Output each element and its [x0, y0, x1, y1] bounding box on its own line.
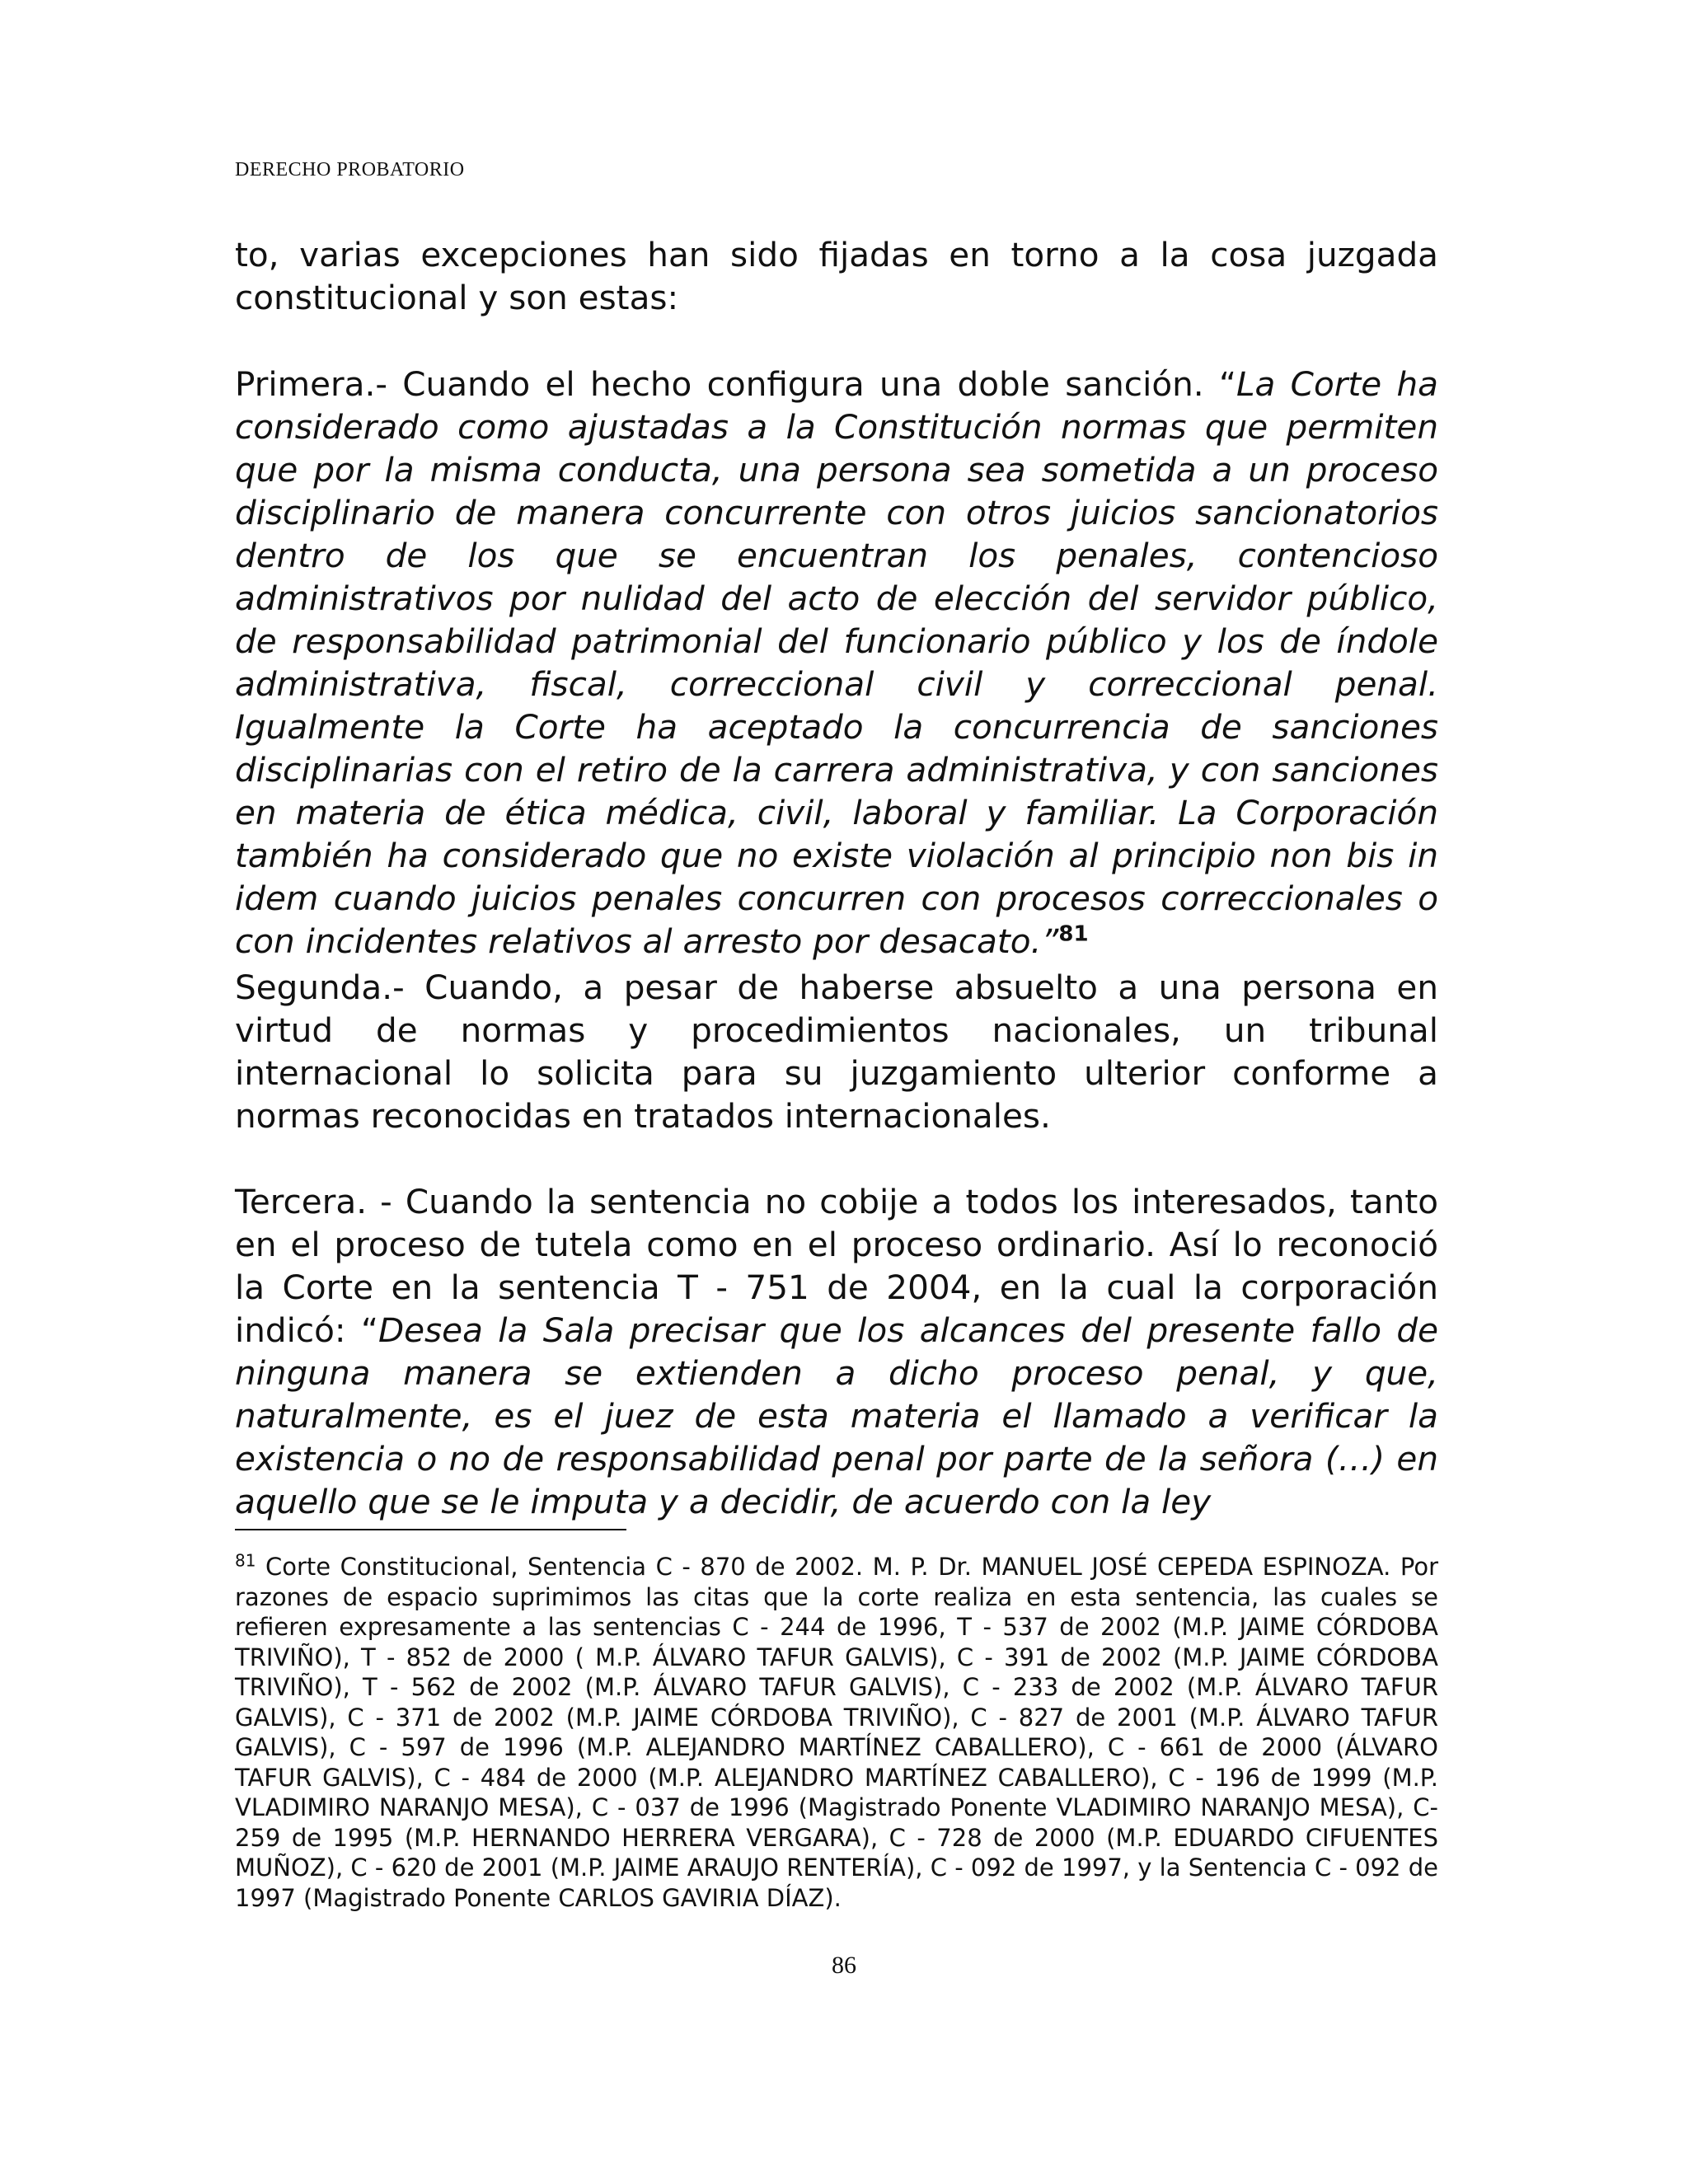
paragraph-primera-lead: Primera.- Cuando el hecho configura una doble sanción. “ — [235, 364, 1236, 404]
paragraph-segunda: Segunda.- Cuando, a pesar de haberse absuelto a una persona en virtud de normas y procedimientos nacionales, un tribunal internacional lo solicita para su juzgamiento ulterior conforme a normas reconocidas en tratados internacionales. — [235, 968, 1438, 1136]
paragraph-intro: to, varias excepciones han sido fijadas en torno a la cosa juzgada constitucional y son estas: — [235, 235, 1438, 317]
running-header: DERECHO PROBATORIO — [235, 159, 465, 180]
footnote-text: Corte Constitucional, Sentencia C - 870 de 2002. M. P. Dr. MANUEL JOSÉ CEPEDA ESPINOZA. Por razones de espacio suprimimos las citas que la corte realiza en esta sentencia, las cuales se refieren expresamente a las sentencias C - 244 de 1996, T - 537 de 2002 (M.P. JAIME CÓRDOBA TRIVIÑO), T - 852 de 2000 ( M.P. ÁLVARO TAFUR GALVIS), C - 391 de 2002 (M.P. JAIME CÓRDOBA TRIVIÑO), T - 562 de 2002 (M.P. ÁLVARO TAFUR GALVIS), C - 233 de 2002 (M.P. ÁLVARO TAFUR GALVIS), C - 371 de 2002 (M.P. JAIME CÓRDOBA TRIVIÑO), C - 827 de 2001 (M.P. ÁLVARO TAFUR GALVIS), C - 597 de 1996 (M.P. ALEJANDRO MARTÍNEZ CABALLERO), C - 661 de 2000 (ÁLVARO TAFUR GALVIS), C - 484 de 2000 (M.P. ALEJANDRO MARTÍNEZ CABALLERO), C - 196 de 1999 (M.P. VLADIMIRO NARANJO MESA), C - 037 de 1996 (Magistrado Ponente VLADIMIRO NARANJO MESA), C-259 de 1995 (M.P. HERNANDO HERRERA VERGARA), C - 728 de 2000 (M.P. EDUARDO CIFUENTES MUÑOZ), C - 620 de 2001 (M.P. JAIME ARAUJO RENTERÍA), C - 092 de 1997, y la Sentencia C - 092 de 1997 (Magistrado Ponente CARLOS GAVIRIA DÍAZ). — [235, 1553, 1438, 1912]
paragraph-tercera — [235, 1180, 1438, 1523]
footnote-reference[interactable]: 81 — [1058, 921, 1089, 947]
page-number: 86 — [832, 1952, 856, 1979]
footnote — [235, 1552, 1438, 1913]
paragraph-primera — [235, 363, 1438, 963]
quote-tercera: Desea la Sala precisar que los alcances del presente fallo de ninguna manera se extienden a dicho proceso penal, y que, naturalmente, es el juez de esta materia el llamado a verificar la existencia o no de responsabilidad penal por parte de la señora (…) en aquello que se le imputa y a decidir, de acuerdo con la ley — [235, 1310, 1438, 1521]
paragraph-tercera-lead: Tercera. - Cuando la sentencia no cobije a todos los interesados, tanto en el proceso de tutela como en el proceso ordinario. Así lo reconoció la Corte en la sentencia T - 751 de 2004, en la cual la corporación indicó: “ — [235, 1182, 1438, 1350]
footnote-number: 81 — [235, 1550, 256, 1571]
quote-primera: La Corte ha considerado como ajustadas a la Constitución normas que permiten que por la misma conducta, una persona sea sometida a un proceso disciplinario de manera concurrente con otros juicios sancionatorios dentro de los que se encuentran los penales, contencioso administrativos por nulidad del acto de elección del servidor público, de responsabilidad patrimonial del funcionario público y los de índole administrativa, fiscal, correccional civil y correccional penal. Igualmente la Corte ha aceptado la concurrencia de sanciones disciplinarias con el retiro de la carrera administrativa, y con sanciones en materia de ética médica, civil, laboral y familiar. La Corporación también ha considerado que no existe violación al principio non bis in idem cuando juicios penales concurren con procesos correccionales o con incidentes relativos al arresto por desacato.” — [235, 364, 1438, 961]
footnote-divider — [235, 1529, 626, 1530]
